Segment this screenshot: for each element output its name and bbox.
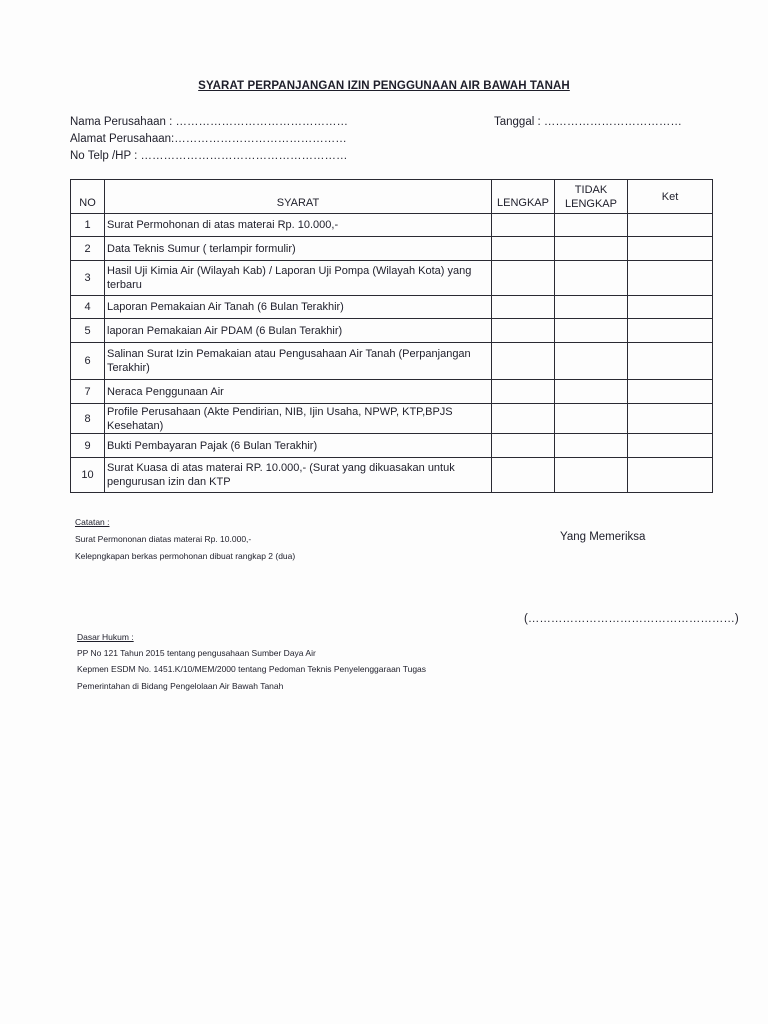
lengkap-cell[interactable]: [492, 261, 555, 296]
header-ket: Ket: [628, 180, 713, 214]
ket-cell[interactable]: [628, 404, 713, 434]
legal-basis-line-3: Pemerintahan di Bidang Pengelolaan Air Bawah Tanah: [77, 681, 284, 691]
row-number: 6: [71, 343, 105, 380]
table-row: [71, 319, 713, 343]
row-number: 2: [71, 237, 105, 261]
row-number: 3: [71, 261, 105, 296]
row-number: 5: [71, 319, 105, 343]
table-row: [71, 237, 713, 261]
header-lengkap: LENGKAP: [492, 180, 555, 214]
signature-line: (………………………………………………): [524, 613, 739, 625]
requirements-table: [70, 179, 713, 493]
row-requirement: Salinan Surat Izin Pemakaian atau Pengusahaan Air Tanah (Perpanjangan Terakhir): [105, 343, 492, 380]
row-requirement: Hasil Uji Kimia Air (Wilayah Kab) / Laporan Uji Pompa (Wilayah Kota) yang terbaru: [105, 261, 492, 296]
row-requirement: Surat Permohonan di atas materai Rp. 10.000,-: [105, 214, 492, 237]
header-tidak-lengkap-line1: TIDAK: [574, 183, 608, 196]
tidak-lengkap-cell[interactable]: [555, 296, 628, 319]
table-row: [71, 296, 713, 319]
legal-basis-heading: Dasar Hukum :: [77, 632, 134, 642]
lengkap-cell[interactable]: [492, 296, 555, 319]
date-field: Tanggal : ………………………………: [494, 116, 682, 128]
header-syarat: SYARAT: [105, 180, 492, 214]
lengkap-cell[interactable]: [492, 237, 555, 261]
lengkap-cell[interactable]: [492, 434, 555, 458]
tidak-lengkap-cell[interactable]: [555, 319, 628, 343]
lengkap-cell[interactable]: [492, 319, 555, 343]
tidak-lengkap-cell[interactable]: [555, 380, 628, 404]
row-number: 10: [71, 458, 105, 493]
company-address-field: Alamat Perusahaan:………………………………………: [70, 133, 347, 145]
ket-cell[interactable]: [628, 296, 713, 319]
ket-cell[interactable]: [628, 261, 713, 296]
table-row: [71, 380, 713, 404]
ket-cell[interactable]: [628, 434, 713, 458]
tidak-lengkap-cell[interactable]: [555, 237, 628, 261]
lengkap-cell[interactable]: [492, 458, 555, 493]
ket-cell[interactable]: [628, 237, 713, 261]
tidak-lengkap-cell[interactable]: [555, 434, 628, 458]
row-requirement: laporan Pemakaian Air PDAM (6 Bulan Terakhir): [105, 319, 492, 343]
row-number: 7: [71, 380, 105, 404]
tidak-lengkap-cell[interactable]: [555, 458, 628, 493]
signature-label: Yang Memeriksa: [560, 531, 646, 543]
row-number: 9: [71, 434, 105, 458]
table-header-row: [71, 180, 713, 214]
notes-line-2: Kelepngkapan berkas permohonan dibuat rangkap 2 (dua): [75, 551, 296, 561]
notes-line-1: Surat Permononan diatas materai Rp. 10.000,-: [75, 534, 252, 544]
row-requirement: Neraca Penggunaan Air: [105, 380, 492, 404]
table-row: [71, 261, 713, 296]
lengkap-cell[interactable]: [492, 343, 555, 380]
lengkap-cell[interactable]: [492, 404, 555, 434]
table-row: [71, 404, 713, 434]
legal-basis-line-1: PP No 121 Tahun 2015 tentang pengusahaan Sumber Daya Air: [77, 648, 316, 658]
lengkap-cell[interactable]: [492, 214, 555, 237]
row-requirement: Laporan Pemakaian Air Tanah (6 Bulan Terakhir): [105, 296, 492, 319]
table-row: [71, 214, 713, 237]
row-number: 4: [71, 296, 105, 319]
tidak-lengkap-cell[interactable]: [555, 261, 628, 296]
ket-cell[interactable]: [628, 319, 713, 343]
notes-heading: Catatan :: [75, 517, 110, 527]
row-requirement: Surat Kuasa di atas materai RP. 10.000,- (Surat yang dikuasakan untuk pengurusan izin dan KTP: [105, 458, 492, 493]
row-requirement: Profile Perusahaan (Akte Pendirian, NIB, Ijin Usaha, NPWP, KTP,BPJS Kesehatan): [105, 404, 492, 434]
row-number: 8: [71, 404, 105, 434]
table-row: [71, 434, 713, 458]
table-row: [71, 458, 713, 493]
legal-basis-line-2: Kepmen ESDM No. 1451.K/10/MEM/2000 tentang Pedoman Teknis Penyelenggaraan Tugas: [77, 664, 427, 674]
row-requirement: Data Teknis Sumur ( terlampir formulir): [105, 237, 492, 261]
company-name-field: Nama Perusahaan : ………………………………………: [70, 116, 348, 128]
tidak-lengkap-cell[interactable]: [555, 404, 628, 434]
ket-cell[interactable]: [628, 458, 713, 493]
header-tidak-lengkap-line2: LENGKAP: [565, 197, 617, 210]
row-number: 1: [71, 214, 105, 237]
ket-cell[interactable]: [628, 214, 713, 237]
document-title: SYARAT PERPANJANGAN IZIN PENGGUNAAN AIR BAWAH TANAH: [198, 80, 570, 92]
lengkap-cell[interactable]: [492, 380, 555, 404]
table-row: [71, 343, 713, 380]
tidak-lengkap-cell[interactable]: [555, 343, 628, 380]
phone-field: No Telp /HP : ………………………………………………: [70, 150, 348, 162]
ket-cell[interactable]: [628, 343, 713, 380]
ket-cell[interactable]: [628, 380, 713, 404]
header-no: NO: [71, 180, 105, 214]
header-tidak-lengkap: [555, 180, 628, 214]
row-requirement: Bukti Pembayaran Pajak (6 Bulan Terakhir): [105, 434, 492, 458]
tidak-lengkap-cell[interactable]: [555, 214, 628, 237]
